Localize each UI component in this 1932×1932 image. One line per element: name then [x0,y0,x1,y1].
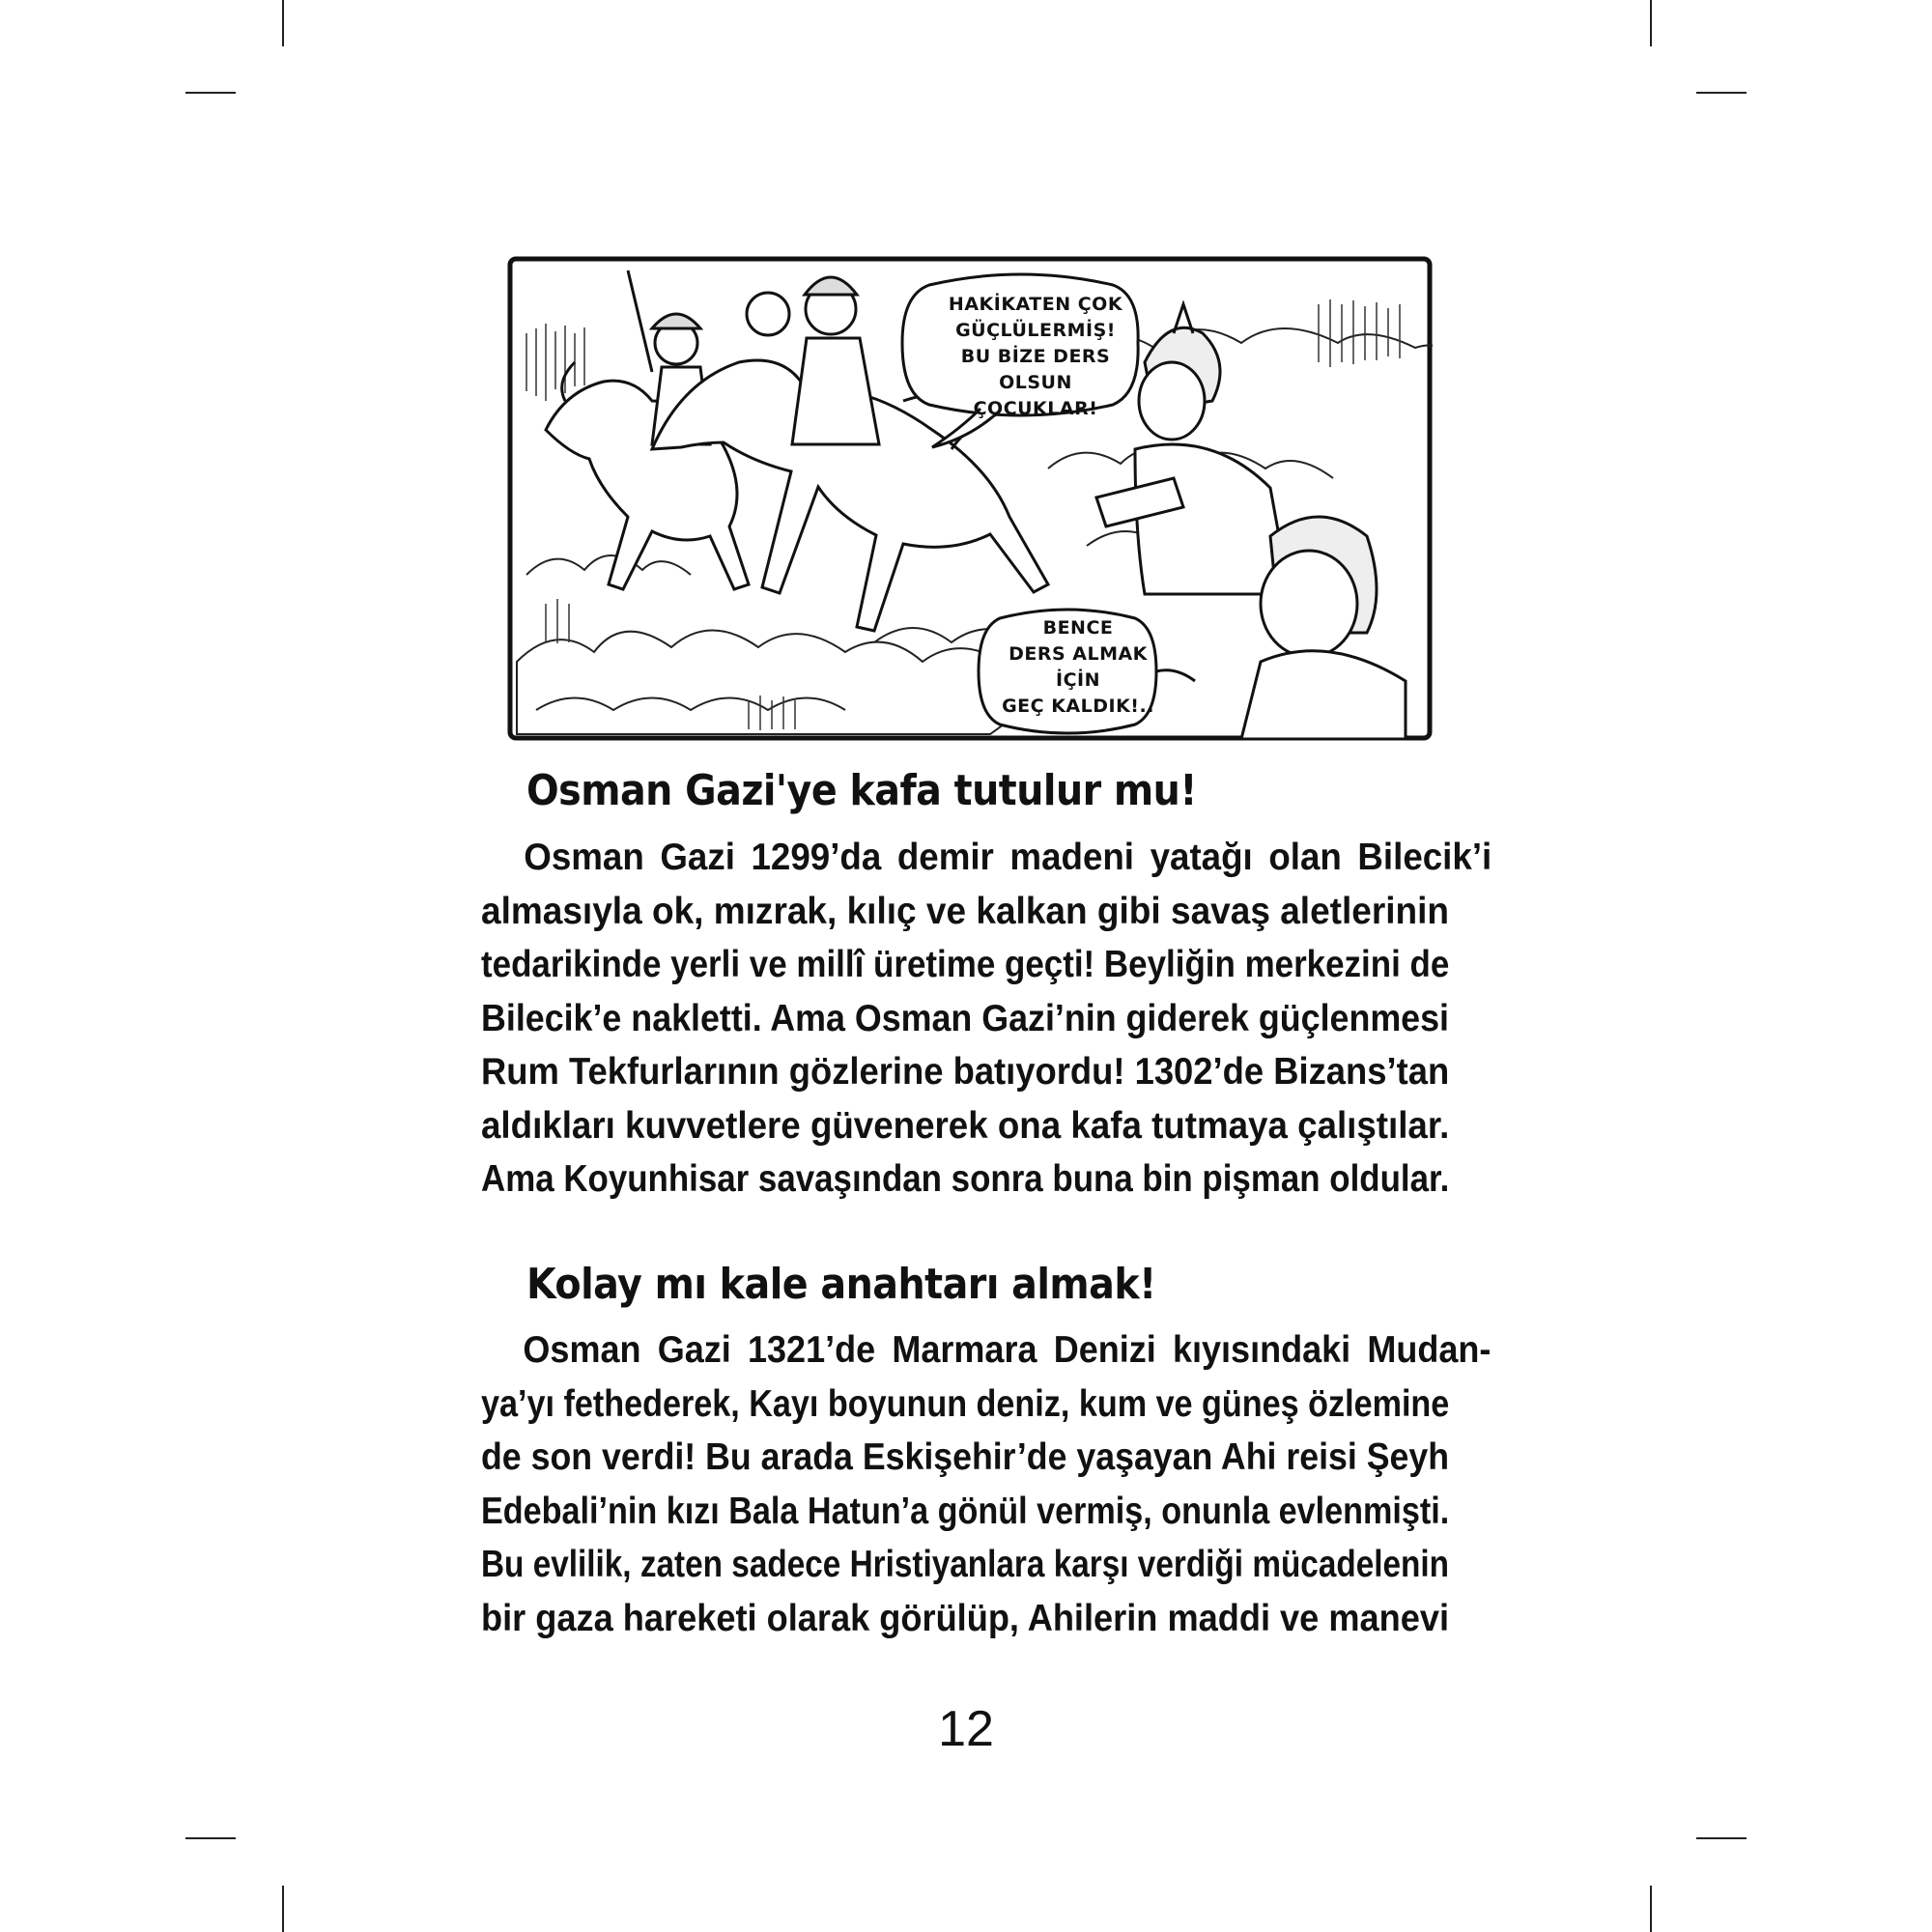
speech-bubble-top-text [932,292,1139,422]
bubble-line: DERS ALMAK İÇİN [1009,643,1148,691]
page-number: 12 [938,1701,994,1757]
bubble-line: BENCE [1042,617,1114,639]
text-line: tedarikinde yerli ve millî üretime geçti! Beyliğin merkezini de [481,944,1450,985]
bubble-line: HAKİKATEN ÇOK [948,294,1123,315]
section-paragraph-1 [481,831,1492,1207]
crop-mark-left-lower [185,1837,236,1839]
text-line: aldıkları kuvvetlere güvenerek ona kafa tutmaya çalıştılar. [481,1104,1450,1147]
crop-mark-bottom-left [282,1886,284,1932]
bubble-line: GEÇ KALDIK!.. [1002,696,1154,717]
text-line: Ama Koyunhisar savaşından sonra buna bin pişman oldular. [481,1158,1450,1200]
text-line: Bilecik’e nakletti. Ama Osman Gazi’nin giderek güçlenmesi [481,997,1449,1039]
crop-mark-bottom-right [1650,1886,1652,1932]
bubble-line: GÜÇLÜLERMİŞ! [955,320,1116,341]
crop-mark-top-right [1650,0,1652,46]
speech-bubble-bottom-text [990,615,1166,720]
text-line: Bu evlilik, zaten sadece Hristiyanlara karşı verdiği mücadelenin [481,1544,1449,1585]
section-paragraph-2 [481,1323,1492,1645]
section-heading-2: Kolay mı kale anahtarı almak! [526,1260,1156,1309]
text-line: Edebali’nin kızı Bala Hatun’a gönül vermiş, onunla evlenmişti. [481,1490,1450,1532]
text-line: de son verdi! Bu arada Eskişehir’de yaşayan Ahi reisi Şeyh [481,1436,1450,1478]
text-line: ya’yı fethederek, Kayı boyunun deniz, kum ve güneş özlemine [481,1382,1450,1425]
crop-mark-left-upper [185,92,236,94]
text-line: bir gaza hareketi olarak görülüp, Ahilerin maddi ve manevi [481,1597,1450,1639]
text-line: Osman Gazi 1321’de Marmara Denizi kıyısındaki Mudan- [523,1329,1492,1371]
section-heading-1: Osman Gazi'ye kafa tutulur mu! [526,766,1197,815]
bubble-line: BU BİZE DERS OLSUN [960,346,1111,393]
text-line: almasıyla ok, mızrak, kılıç ve kalkan gibi savaş aletlerinin [481,890,1450,932]
bubble-line: ÇOCUKLAR! [973,398,1098,419]
text-line: Rum Tekfurlarının gözlerine batıyordu! 1302’de Bizans’tan [481,1051,1450,1093]
text-line: Osman Gazi 1299’da demir madeni yatağı olan Bilecik’i [524,837,1492,878]
crop-mark-right-upper [1696,92,1747,94]
comic-panel [507,256,1433,741]
crop-mark-right-lower [1696,1837,1747,1839]
crop-mark-top-left [282,0,284,46]
